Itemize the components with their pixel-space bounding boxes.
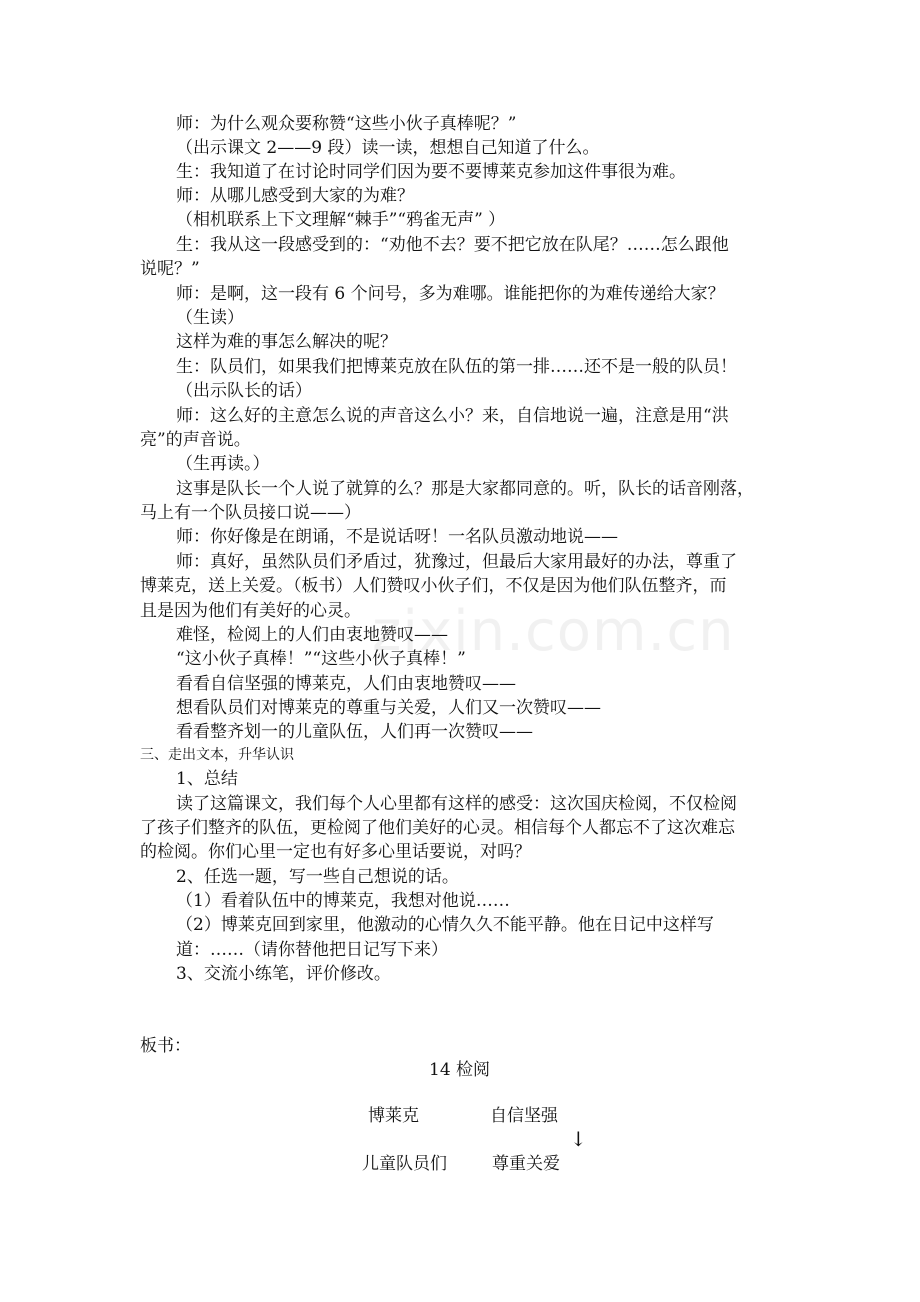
text-line: 博莱克，送上关爱。（板书）人们赞叹小伙子们，不仅是因为他们队伍整齐，而 (140, 576, 727, 596)
down-arrow-icon: ↓ (570, 1127, 587, 1151)
text-line: 看看整齐划一的儿童队伍，人们再一次赞叹—— (176, 722, 533, 742)
text-line: 说呢？” (140, 259, 200, 279)
text-line: （1）看着队伍中的博莱克，我想对他说…… (176, 891, 510, 911)
text-line: 1、总结 (176, 769, 238, 789)
text-line: “这小伙子真棒！”“这些小伙子真棒！” (176, 649, 466, 669)
text-line: 想看队员们对博莱克的尊重与关爱，人们又一次赞叹—— (176, 698, 601, 718)
text-line: 师：这么好的主意怎么说的声音这么小？来，自信地说一遍，注意是用“洪 (176, 406, 729, 426)
text-line: 马上有一个队员接口说——） (140, 503, 361, 523)
board-quality: 自信坚强 (490, 1106, 558, 1126)
text-line: 读了这篇课文，我们每个人心里都有这样的感受：这次国庆检阅，不仅检阅 (176, 794, 737, 814)
text-line: 道：……（请你替他把日记写下来） (176, 940, 448, 960)
text-line: 3、交流小练笔，评价修改。 (176, 964, 391, 984)
text-line: 2、任选一题，写一些自己想说的话。 (176, 867, 459, 887)
board-label: 板书： (140, 1036, 191, 1056)
board-title: 14 检阅 (429, 1060, 491, 1080)
text-line: 生：我知道了在讨论时同学们因为要不要博莱克参加这件事很为难。 (176, 162, 686, 182)
text-line: 师：真好，虽然队员们矛盾过，犹豫过，但最后大家用最好的办法，尊重了 (176, 552, 737, 572)
text-line: 这事是队长一个人说了就算的么？那是大家都同意的。听，队长的话音刚落， (176, 479, 754, 499)
text-line: 师：为什么观众要称赞“这些小伙子真棒呢？” (176, 114, 517, 134)
text-line: 师：从哪儿感受到大家的为难？ (176, 186, 414, 206)
text-line: （相机联系上下文理解“棘手”“鸦雀无声” ） (176, 210, 506, 230)
text-line: （出示队长的话） (176, 381, 312, 401)
watermark: zixin.com.cn (372, 599, 735, 664)
text-line: 看看自信坚强的博莱克，人们由衷地赞叹—— (176, 674, 516, 694)
text-line: 的检阅。你们心里一定也有好多心里话要说，对吗？ (140, 842, 531, 862)
text-line: 师：是啊，这一段有 6 个问号，多为难哪。谁能把你的为难传递给大家？ (176, 284, 725, 304)
text-line: 师：你好像是在朗诵，不是说话呀！一名队员激动地说—— (176, 527, 618, 547)
text-line: 且是因为他们有美好的心灵。 (140, 601, 361, 621)
text-line: 亮”的声音说。 (140, 430, 251, 450)
text-line: 生：队员们，如果我们把博莱克放在队伍的第一排……还不是一般的队员！ (176, 357, 737, 377)
text-line: （出示课文 2——9 段）读一读，想想自己知道了什么。 (176, 138, 600, 158)
text-line: （生读） (176, 308, 244, 328)
text-line: 这样为难的事怎么解决的呢？ (176, 332, 397, 352)
text-line: 难怪，检阅上的人们由衷地赞叹—— (176, 625, 448, 645)
board-subject: 儿童队员们 (362, 1154, 447, 1174)
text-line: （2）博莱克回到家里，他激动的心情久久不能平静。他在日记中这样写 (176, 915, 714, 935)
text-line: （生再读。） (176, 454, 270, 474)
text-line: 生：我从这一段感受到的：“劝他不去？要不把它放在队尾？……怎么跟他 (176, 235, 729, 255)
section-heading: 三、走出文本，升华认识 (140, 747, 294, 763)
text-line: 了孩子们整齐的队伍，更检阅了他们美好的心灵。相信每个人都忘不了这次难忘 (140, 818, 735, 838)
board-subject: 博莱克 (368, 1106, 419, 1126)
board-quality: 尊重关爱 (492, 1154, 560, 1174)
